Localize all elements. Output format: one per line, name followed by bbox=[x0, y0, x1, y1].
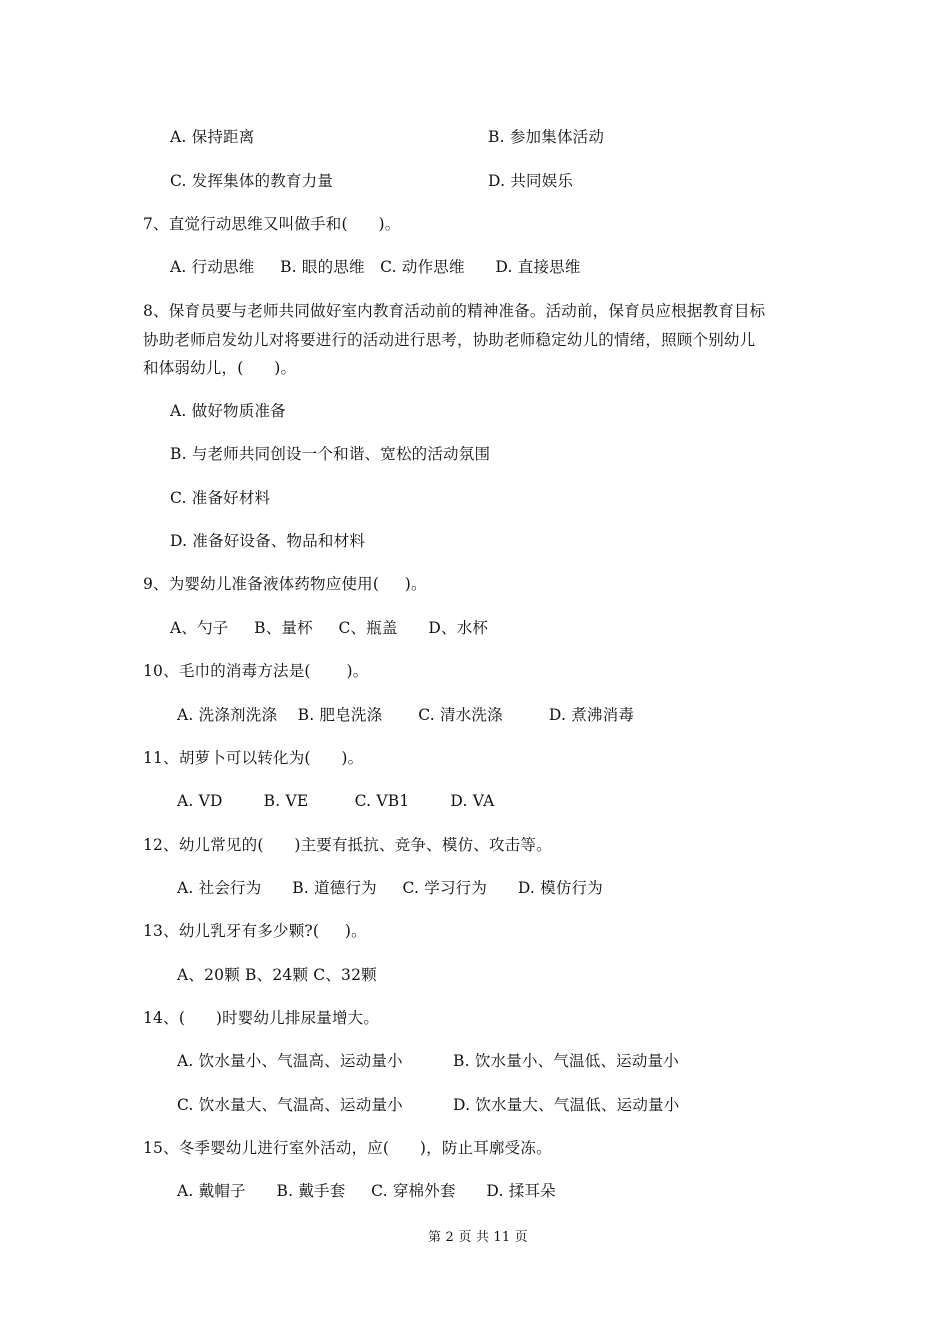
page-footer: 第 2 页 共 11 页 bbox=[428, 1230, 528, 1245]
q10-stem: 10、毛巾的消毒方法是( )。 bbox=[143, 662, 369, 680]
q14-option-d: D. 饮水量大、气温低、运动量小 bbox=[453, 1096, 680, 1114]
q13-stem: 13、幼儿乳牙有多少颗?( )。 bbox=[143, 922, 367, 940]
q9-stem: 9、为婴幼儿准备液体药物应使用( )。 bbox=[143, 575, 427, 593]
q15-options: A. 戴帽子 B. 戴手套 C. 穿棉外套 D. 揉耳朵 bbox=[177, 1182, 556, 1200]
q10-options: A. 洗涤剂洗涤 B. 肥皂洗涤 C. 清水洗涤 D. 煮沸消毒 bbox=[177, 706, 635, 724]
q6-option-a: A. 保持距离 bbox=[170, 128, 255, 146]
q6-option-d: D. 共同娱乐 bbox=[488, 172, 574, 190]
q15-stem: 15、冬季婴幼儿进行室外活动，应( )，防止耳廓受冻。 bbox=[143, 1139, 552, 1157]
q11-options: A. VD B. VE C. VB1 D. VA bbox=[177, 792, 495, 810]
q8-option-d: D. 准备好设备、物品和材料 bbox=[170, 532, 366, 550]
q8-option-b: B. 与老师共同创设一个和谐、宽松的活动氛围 bbox=[170, 445, 491, 463]
q8-stem-line-2: 协助老师启发幼儿对将要进行的活动进行思考，协助老师稳定幼儿的情绪，照顾个别幼儿 bbox=[143, 331, 756, 349]
q7-stem: 7、直觉行动思维又叫做手和( )。 bbox=[143, 215, 401, 233]
q12-stem: 12、幼儿常见的( )主要有抵抗、竞争、模仿、攻击等。 bbox=[143, 836, 552, 854]
q12-options: A. 社会行为 B. 道德行为 C. 学习行为 D. 模仿行为 bbox=[177, 879, 603, 897]
q8-option-a: A. 做好物质准备 bbox=[170, 402, 286, 420]
q6-option-b: B. 参加集体活动 bbox=[488, 128, 605, 146]
q8-option-c: C. 准备好材料 bbox=[170, 489, 271, 507]
q8-stem-line-3: 和体弱幼儿，( )。 bbox=[143, 359, 297, 377]
q9-options: A、勺子 B、量杯 C、瓶盖 D、水杯 bbox=[170, 619, 489, 637]
q14-option-b: B. 饮水量小、气温低、运动量小 bbox=[453, 1052, 679, 1070]
q7-options: A. 行动思维 B. 眼的思维 C. 动作思维 D. 直接思维 bbox=[170, 258, 581, 276]
q8-stem-line-1: 8、保育员要与老师共同做好室内教育活动前的精神准备。活动前，保育员应根据教育目标 bbox=[143, 302, 766, 320]
q14-option-a: A. 饮水量小、气温高、运动量小 bbox=[177, 1052, 403, 1070]
q14-stem: 14、( )时婴幼儿排尿量增大。 bbox=[143, 1009, 380, 1027]
q6-option-c: C. 发挥集体的教育力量 bbox=[170, 172, 334, 190]
q11-stem: 11、胡萝卜可以转化为( )。 bbox=[143, 749, 364, 767]
q14-option-c: C. 饮水量大、气温高、运动量小 bbox=[177, 1096, 403, 1114]
q13-options: A、20颗 B、24颗 C、32颗 bbox=[177, 966, 377, 984]
